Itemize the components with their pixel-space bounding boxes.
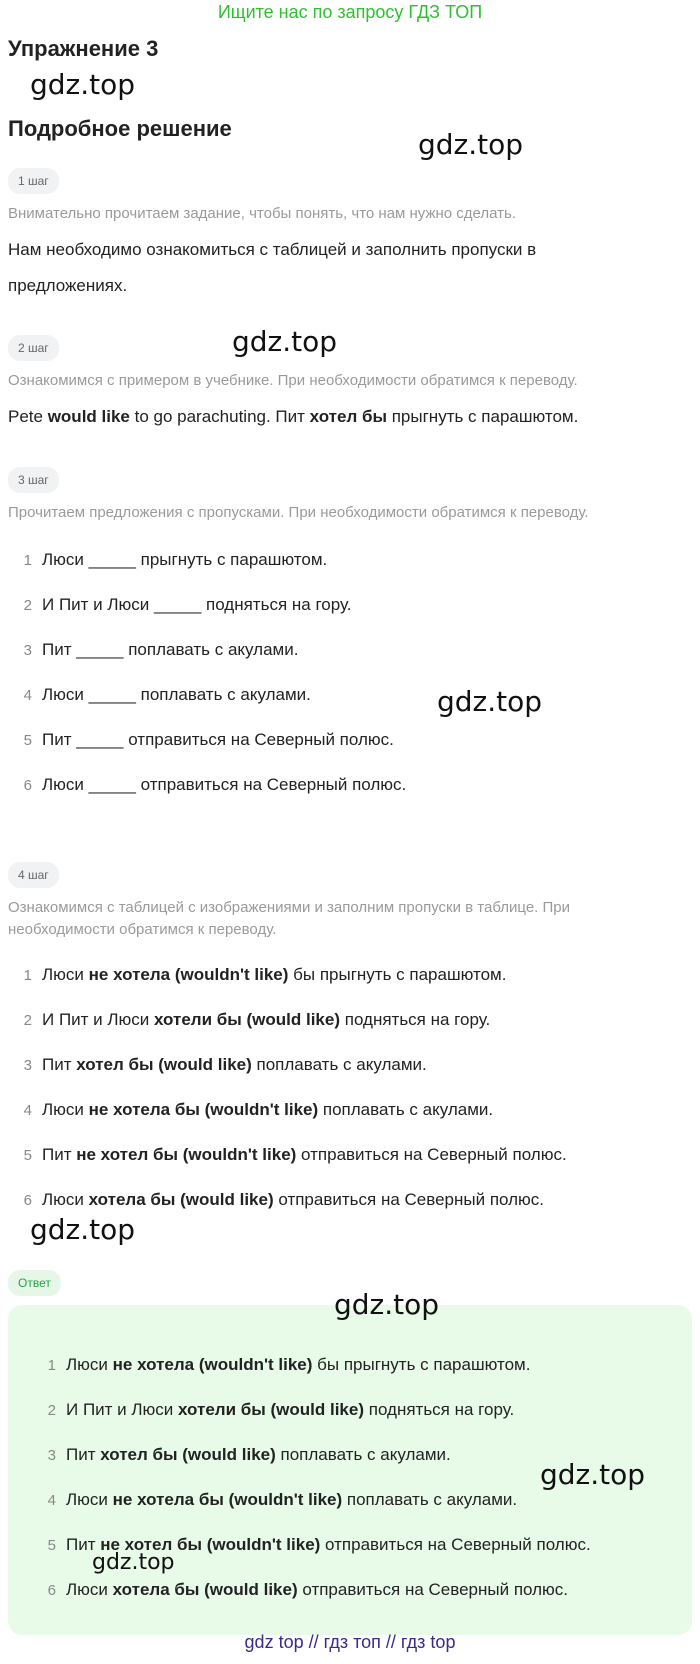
watermark: gdz.top [540,1458,646,1491]
step-4-badge: 4 шаг [8,862,59,888]
watermark: gdz.top [92,1550,175,1575]
list-item: 3 Пит хотел бы (would like) поплавать с акулами. [23,1055,427,1074]
list-item: 5 Пит _____ отправиться на Северный полюс. [23,730,394,749]
step-3-hint: Прочитаем предложения с пропусками. При необходимости обратимся к переводу. [8,504,589,521]
step-1-text: Нам необходимо ознакомиться с таблицей и заполнить пропуски в предложениях. [8,240,537,295]
watermark: gdz.top [30,68,136,101]
answer-item: 6 Люси хотела бы (would like) отправиться на Северный полюс. [47,1580,568,1599]
step-4-hint: Ознакомимся с таблицей с изображениями и заполним пропуски в таблице. При необходимости обратимся к переводу. [8,899,571,938]
list-item: 4 Люси не хотела бы (wouldn't like) поплавать с акулами. [23,1100,494,1119]
answer-item: 4 Люси не хотела бы (wouldn't like) поплавать с акулами. [47,1490,518,1509]
answer-item: 2 И Пит и Люси хотели бы (would like) подняться на гору. [47,1400,515,1419]
list-item: 1 Люси _____ прыгнуть с парашютом. [23,550,328,569]
list-item: 6 Люси _____ отправиться на Северный полюс. [23,775,407,794]
list-item: 3 Пит _____ поплавать с акулами. [23,640,299,659]
page-title: Упражнение 3 [8,36,159,61]
step-1-hint: Внимательно прочитаем задание, чтобы понять, что нам нужно сделать. [8,205,517,222]
watermark: gdz.top [418,128,524,161]
answer-badge: Ответ [8,1270,61,1296]
watermark: gdz.top [232,325,338,358]
watermark: gdz.top [30,1213,136,1246]
watermark: gdz.top [334,1288,440,1321]
section-title: Подробное решение [8,116,232,141]
step-2-hint: Ознакомимся с примером в учебнике. При необходимости обратимся к переводу. [8,372,578,389]
answer-item: 1 Люси не хотела (wouldn't like) бы прыгнуть с парашютом. [47,1355,531,1374]
list-item: 2 И Пит и Люси _____ подняться на гору. [23,595,352,614]
watermark: gdz.top [437,685,543,718]
list-item: 2 И Пит и Люси хотели бы (would like) подняться на гору. [23,1010,491,1029]
answer-item: 5 Пит не хотел бы (wouldn't like) отправиться на Северный полюс. [47,1535,591,1554]
list-item: 4 Люси _____ поплавать с акулами. [23,685,311,704]
example-sentence: Pete would like to go parachuting. Пит хотел бы прыгнуть с парашютом. [8,407,579,426]
list-item: 5 Пит не хотел бы (wouldn't like) отправиться на Северный полюс. [23,1145,567,1164]
footer-links[interactable]: gdz top // гдз топ // гдз top [244,1632,456,1652]
step-3-badge: 3 шаг [8,467,59,493]
step-2-badge: 2 шаг [8,335,59,361]
step-1-badge: 1 шаг [8,168,59,194]
list-item: 6 Люси хотела бы (would like) отправиться на Северный полюс. [23,1190,544,1209]
answer-item: 3 Пит хотел бы (would like) поплавать с акулами. [47,1445,451,1464]
list-item: 1 Люси не хотела (wouldn't like) бы прыгнуть с парашютом. [23,965,507,984]
search-banner: Ищите нас по запросу ГДЗ ТОП [217,2,483,22]
